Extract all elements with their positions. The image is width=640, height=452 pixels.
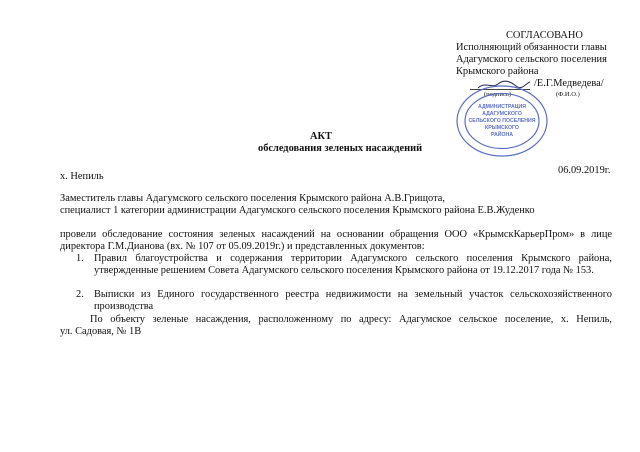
participant-line-2: специалист 1 категории администрации Адагумского сельского поселения Крымского района Е.В.Жуденко (60, 205, 535, 216)
svg-text:АДМИНИСТРАЦИЯ: АДМИНИСТРАЦИЯ (478, 104, 526, 110)
document-place: х. Непиль (60, 171, 104, 182)
approval-heading: СОГЛАСОВАНО (506, 30, 583, 41)
document-subtitle: обследования зеленых насаждений (258, 143, 423, 154)
participant-line-1: Заместитель главы Адагумского сельского поселения Крымского района А.В.Грищота, (60, 193, 445, 204)
approval-line-1: Исполняющий обязанности главы (456, 42, 607, 53)
approval-signature-name: /Е.Г.Медведева/ (534, 78, 604, 89)
caption-fio: (Ф.И.О.) (556, 91, 580, 98)
intro-line-2: директора Г.М.Дианова (вх. № 107 от 05.09.2019г.) и представленных документов: (60, 241, 425, 252)
list-item-number: 2. (76, 289, 84, 300)
intro-line-1: провели обследование состояния зеленых насаждений на основании обращения ООО «КрымскКарьерПром» в лице (60, 229, 612, 240)
list-item-number: 1. (76, 253, 84, 264)
object-line-1: По объекту зеленые насаждения, расположенному по адресу: Адагумское сельское поселение, х. Непиль, (90, 314, 612, 325)
svg-text:АДАГУМСКОГО: АДАГУМСКОГО (482, 111, 522, 117)
approval-line-3: Крымского района (456, 66, 539, 77)
list-item-line-1: Правил благоустройства и содержания территории Адагумского сельского поселения Крымского района, (94, 253, 612, 264)
official-stamp (454, 84, 550, 158)
list-item-line-1: Выписки из Единого государственного реестра недвижимости на земельный участок сельскохозяйственного (94, 289, 612, 300)
approval-line-2: Адагумского сельского поселения (456, 54, 607, 65)
svg-text:КРЫМСКОГО: КРЫМСКОГО (485, 125, 519, 131)
svg-text:СЕЛЬСКОГО ПОСЕЛЕНИЯ: СЕЛЬСКОГО ПОСЕЛЕНИЯ (468, 118, 536, 124)
document-title: АКТ (310, 131, 332, 142)
list-item-line-2: производства (94, 301, 154, 312)
svg-text:РАЙОНА: РАЙОНА (490, 132, 514, 138)
list-item-line-2: утвержденные решением Совета Адагумского сельского поселения Крымского района от 19.12.2017 года № 153. (94, 265, 594, 276)
object-line-2: ул. Садовая, № 1В (60, 326, 142, 337)
document-date: 06.09.2019г. (558, 165, 611, 176)
caption-signature: (подпись) (484, 91, 511, 98)
